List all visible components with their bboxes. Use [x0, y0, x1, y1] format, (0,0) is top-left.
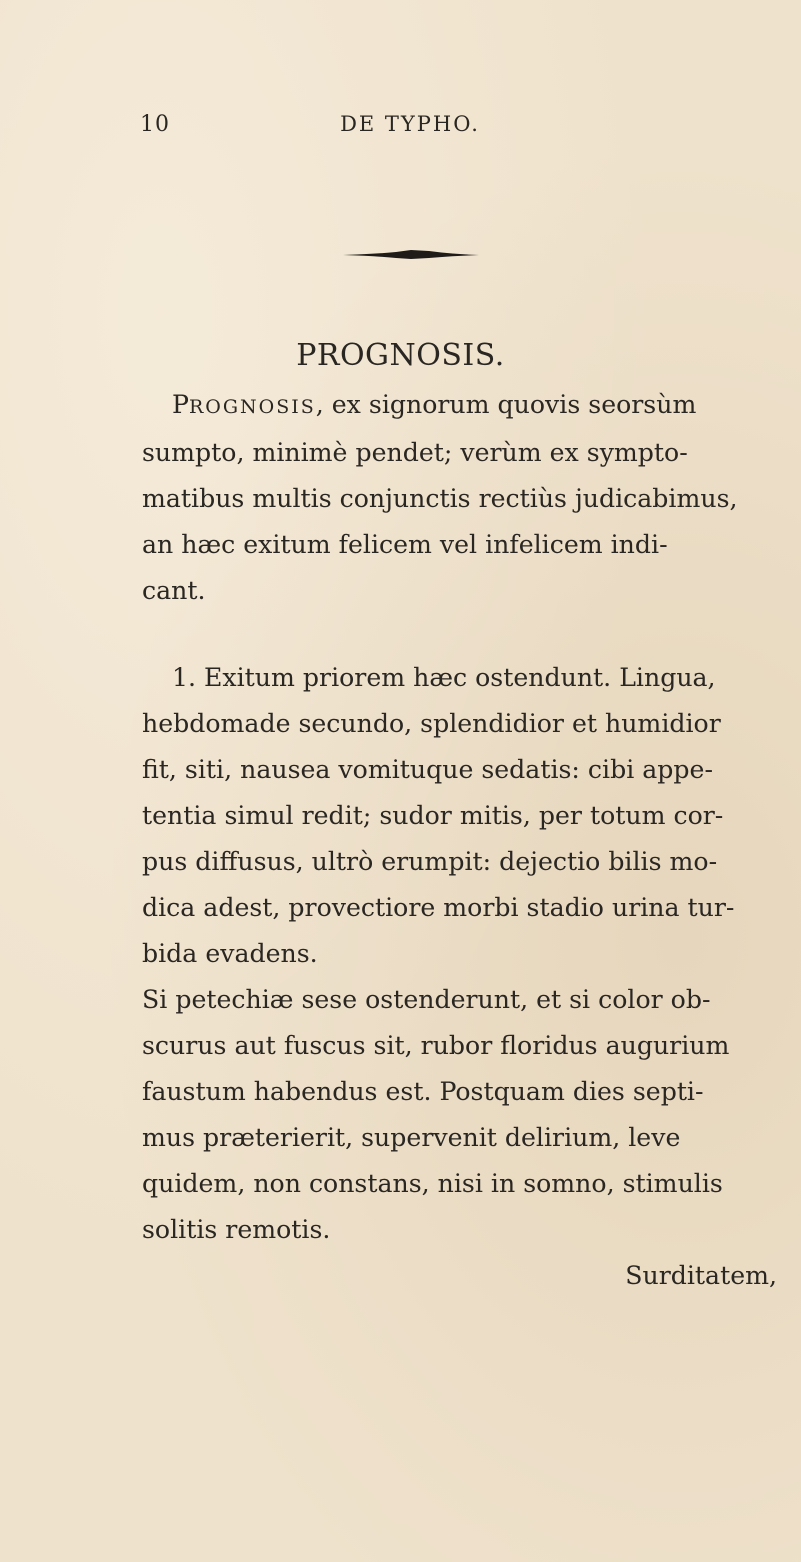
running-title: DE TYPHO.: [340, 112, 480, 136]
text-line: cant.: [142, 576, 206, 605]
text-line: solitis remotis.: [142, 1215, 331, 1244]
text-line: [142, 382, 797, 430]
text-line: sumpto, minimè pendet; verùm ex sympto-: [142, 438, 688, 467]
text-line: fit, siti, nausea vomituque sedatis: cibi appe-: [142, 755, 713, 784]
text-line: hebdomade secundo, splendidior et humidior: [142, 709, 721, 738]
body-text: [142, 382, 797, 1299]
lead-initial: P: [172, 390, 189, 419]
section-heading: PROGNOSIS.: [296, 338, 505, 373]
text-line: quidem, non constans, nisi in somno, stimulis: [142, 1169, 723, 1198]
paragraph-prognosis-intro: [142, 382, 797, 614]
text-line: dica adest, provectiore morbi stadio urina tur-: [142, 893, 735, 922]
catchword: Surditatem,: [625, 1261, 777, 1290]
paragraph-petechiae: [142, 977, 797, 1253]
lead-small-caps: ROGNOSIS: [188, 396, 316, 418]
page-number: 10: [140, 112, 170, 137]
ornament-rule: [341, 248, 481, 262]
paragraph-spacer: [142, 614, 797, 655]
text-line: an hæc exitum felicem vel infelicem indi-: [142, 530, 668, 559]
running-head: [0, 112, 801, 152]
text-line: scurus aut fuscus sit, rubor floridus augurium: [142, 1031, 730, 1060]
paragraph-favourable-signs: [142, 655, 797, 977]
text-line: bida evadens.: [142, 939, 318, 968]
text-line: matibus multis conjunctis rectiùs judicabimus,: [142, 484, 738, 513]
text-line-rest: , ex signorum quovis seorsùm: [315, 390, 697, 419]
text-line: pus diffusus, ultrò erumpit: dejectio bilis mo-: [142, 847, 718, 876]
text-line: Si petechiæ sese ostenderunt, et si color ob-: [142, 985, 711, 1014]
text-line: 1. Exitum priorem hæc ostendunt. Lingua,: [172, 663, 716, 692]
text-line: tentia simul redit; sudor mitis, per totum cor-: [142, 801, 724, 830]
text-line: mus præterierit, supervenit delirium, leve: [142, 1123, 681, 1152]
text-line: faustum habendus est. Postquam dies septi-: [142, 1077, 704, 1106]
